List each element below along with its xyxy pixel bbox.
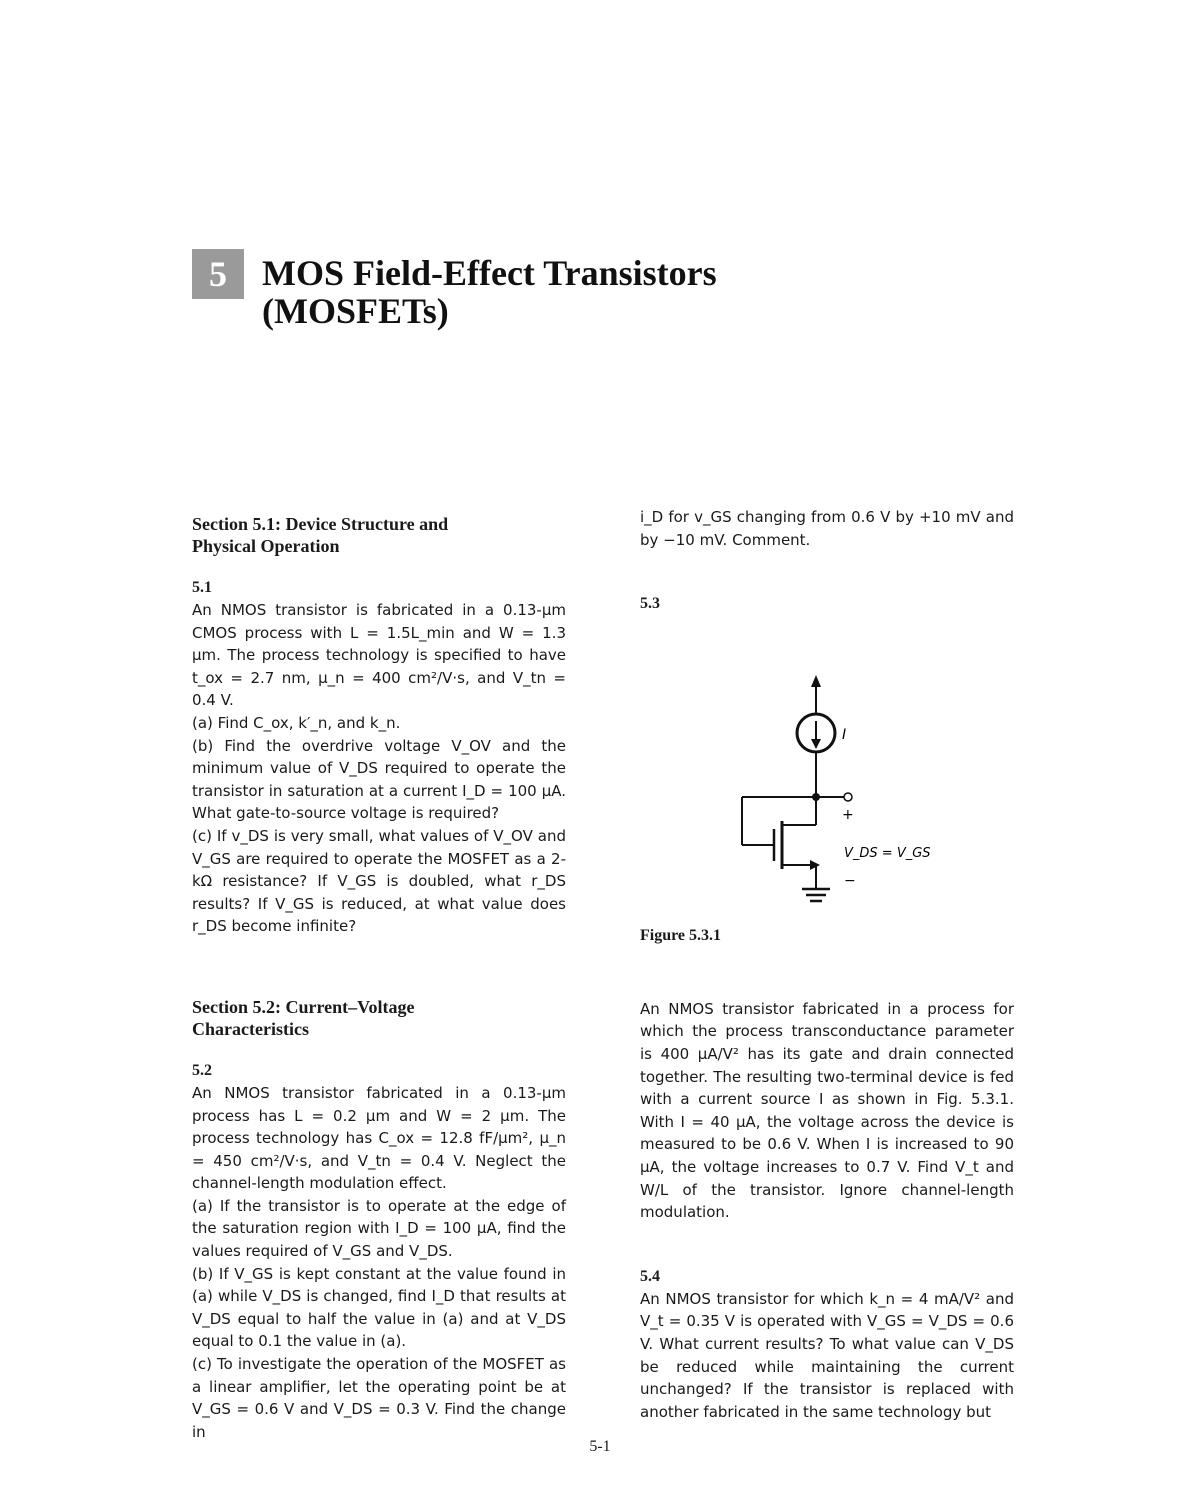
problem-5-1-text: An NMOS transistor is fabricated in a 0.13-μm CMOS process with L = 1.5L_min and W = 1.3 μm. The process technology is specified to have t_ox = 2.7 nm, μ_n = 400 cm²/V·s, and V_tn = 0.4 V. (192, 601, 566, 710)
chapter-title (262, 254, 862, 330)
problem-5-4-number: 5.4 (640, 1267, 660, 1285)
problem-5-2-part-b: (b) If V_GS is kept constant at the value found in (a) while V_DS is changed, find I_D that results at V_DS equal to half the value in (a) and at V_DS equal to 0.1 the value in (a). (192, 1264, 566, 1351)
minus-label: − (844, 873, 856, 890)
chapter-number-box (192, 249, 244, 299)
plus-label: + (842, 807, 854, 824)
figure-5-3-1-circuit (640, 621, 1014, 911)
problem-5-3-text: An NMOS transistor fabricated in a process for which the process transconductance parameter is 400 μA/V² has its gate and drain connected together. The resulting two-terminal device is fed with a current source I as shown in Fig. 5.3.1. With I = 40 μA, the voltage across the device is measured to be 0.6 V. When I is increased to 90 μA, the voltage increases to 0.7 V. Find V_t and W/L of the transistor. Ignore channel-length modulation. (640, 999, 1014, 1222)
problem-5-4-text: An NMOS transistor for which k_n = 4 mA/V² and V_t = 0.35 V is operated with V_GS = V_DS = 0.6 V. What current results? To what value can V_DS be reduced while maintaining the current unchanged? If the transistor is replaced with another fabricated in the same technology but (640, 1289, 1014, 1421)
problem-5-2-text: An NMOS transistor fabricated in a 0.13-μm process has L = 0.2 μm and W = 2 μm. The process technology has C_ox = 12.8 fF/μm², μ_n = 450 cm²/V·s, and V_tn = 0.4 V. Neglect the channel-length modulation effect. (192, 1083, 566, 1193)
section-5-1-heading-line1: Section 5.1: Device Structure and (192, 514, 449, 534)
section-5-1-heading (192, 513, 566, 557)
chapter-title-line2: (MOSFETs) (262, 291, 449, 331)
left-column (192, 513, 566, 1443)
problem-5-3-number: 5.3 (640, 595, 660, 613)
section-5-1-heading-line2: Physical Operation (192, 536, 340, 556)
supply-arrow-icon (811, 675, 821, 687)
problem-5-2-part-a: (a) If the transistor is to operate at the edge of the saturation region with I_D = 100 μA, find the values required of V_GS and V_DS. (192, 1196, 566, 1261)
page-number: 5-1 (589, 1438, 611, 1455)
right-column (640, 506, 1014, 1423)
current-label: I (842, 727, 847, 744)
output-terminal (844, 793, 852, 801)
chapter-title-line1: MOS Field-Effect Transistors (262, 253, 717, 293)
problem-5-1-part-b: (b) Find the overdrive voltage V_OV and the minimum value of V_DS required to operate the transistor in saturation at a current I_D = 100 μA. What gate-to-source voltage is required? (192, 736, 566, 823)
section-5-2-heading-line1: Section 5.2: Current–Voltage (192, 996, 415, 1017)
vds-vgs-label: V_DS = V_GS (844, 846, 931, 862)
problem-5-2-part-c: (c) To investigate the operation of the MOSFET as a linear amplifier, let the operating point be at V_GS = 0.6 V and V_DS = 0.3 V. Find the change in (192, 1355, 566, 1441)
section-5-2-heading-line2: Characteristics (192, 1018, 309, 1039)
chapter-number: 5 (209, 254, 227, 294)
section-5-2-heading (192, 996, 566, 1040)
problem-5-1-part-a: (a) Find C_ox, k′_n, and k_n. (192, 713, 401, 732)
problem-5-2-continuation: i_D for v_GS changing from 0.6 V by +10 mV and by −10 mV. Comment. (640, 508, 1014, 549)
problem-5-2-number: 5.2 (192, 1061, 212, 1079)
problem-5-1-number: 5.1 (192, 579, 212, 596)
current-source-arrow-icon (811, 739, 821, 749)
problem-5-1-part-c: (c) If v_DS is very small, what values of V_OV and V_GS are required to operate the MOSFET as a 2-kΩ resistance? If V_GS is doubled, what r_DS results? If V_GS is reduced, at what value does r_DS become infinite? (192, 826, 566, 936)
figure-5-3-1-caption: Figure 5.3.1 (640, 927, 722, 945)
